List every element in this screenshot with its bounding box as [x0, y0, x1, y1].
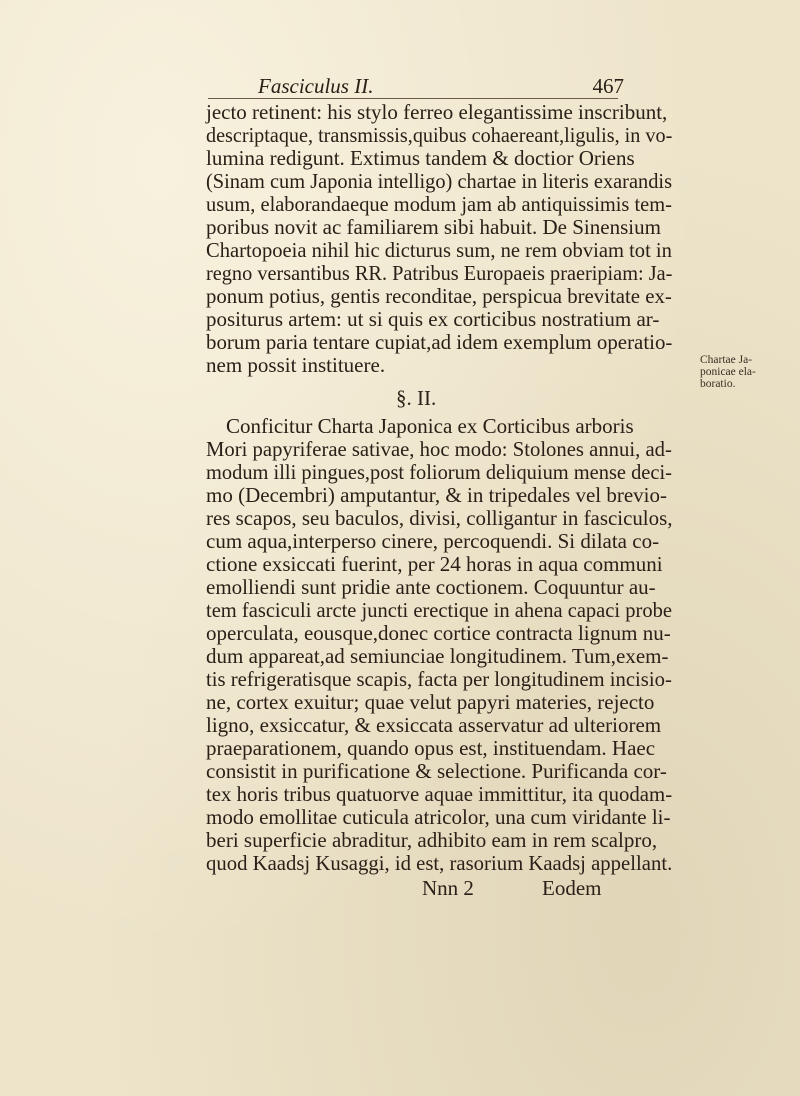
text-line: Conficitur Charta Japonica ex Corticibus arboris: [226, 414, 634, 438]
running-title: Fasciculus II.: [258, 74, 374, 98]
page-number: 467: [592, 74, 624, 98]
text-line: res scapos, seu baculos, divisi, colligantur in fasciculos,: [206, 506, 673, 530]
text-line: ligno, exsiccatur, & exsiccata asservatur ad ulteriorem: [206, 713, 662, 737]
text-line: cum aqua,interperso cinere, percoquendi. Si dilata co-: [206, 529, 660, 553]
text-line: poribus novit ac familiarem sibi habuit. De Sinensium: [206, 215, 661, 239]
text-line: usum, elaborandaeque modum jam ab antiquissimis tem-: [206, 192, 672, 216]
text-line: mo (Decembri) amputantur, & in tripedales vel brevio-: [206, 483, 668, 507]
text-line: borum paria tentare cupiat,ad idem exemplum operatio-: [206, 330, 673, 354]
text-line: dum appareat,ad semiunciae longitudinem. Tum,exem-: [206, 644, 669, 668]
text-line: lumina redigunt. Extimus tandem & doctior Oriens: [206, 146, 635, 170]
margin-note-line: ponicae ela-: [700, 366, 756, 378]
text-line: quod Kaadsj Kusaggi, id est, rasorium Kaadsj appellant.: [206, 851, 673, 875]
text-line: ctione exsiccati fuerint, per 24 horas in aqua communi: [206, 552, 663, 576]
text-line: tem fasciculi arcte juncti erectique in ahena capaci probe: [206, 598, 672, 622]
text-line: regno versantibus RR. Patribus Europaeis praeripiam: Ja-: [206, 261, 673, 285]
text-line: positurus artem: ut si quis ex corticibus nostratium ar-: [206, 307, 660, 331]
text-line: praeparationem, quando opus est, instituendam. Haec: [206, 736, 656, 760]
text-line: beri superficie abraditur, adhibito eam in rem scalpro,: [206, 828, 658, 852]
text-line: jecto retinent: his stylo ferreo elegantissime inscribunt,: [206, 100, 668, 124]
text-line: operculata, eousque,donec cortice contracta lignum nu-: [206, 621, 671, 645]
text-line: Chartopoeia nihil hic dicturus sum, ne rem obviam tot in: [206, 238, 672, 262]
text-line: consistit in purificatione & selectione. Purificanda cor-: [206, 759, 667, 783]
margin-note-line: boratio.: [700, 378, 736, 390]
text-line: modum illi pingues,post foliorum deliquium mense deci-: [206, 460, 672, 484]
text-line: tis refrigeratisque scapis, facta per longitudinem incisio-: [206, 667, 672, 691]
text-line: nem possit instituere.: [206, 353, 386, 377]
text-line: descriptaque, transmissis,quibus cohaereant,ligulis, in vo-: [206, 123, 673, 147]
text-line: Mori papyriferae sativae, hoc modo: Stolones annui, ad-: [206, 437, 672, 461]
text-line: emolliendi sunt pridie ante coctionem. Coquuntur au-: [206, 575, 656, 599]
header-rule: [208, 98, 618, 99]
margin-note-line: Chartae Ja-: [700, 354, 753, 366]
text-line: ne, cortex exuitur; quae velut papyri materies, rejecto: [206, 690, 655, 714]
section-heading: §. II.: [396, 386, 437, 410]
margin-note: [700, 354, 756, 390]
text-line: ponum potius, gentis reconditae, perspicua brevitate ex-: [206, 284, 672, 308]
text-line: tex horis tribus quatuorve aquae immittitur, ita quodam-: [206, 782, 673, 806]
signature-mark: Nnn 2: [422, 876, 474, 900]
running-header: [258, 74, 624, 98]
catchword: Eodem: [542, 876, 602, 900]
text-line: (Sinam cum Japonia intelligo) chartae in literis exarandis: [206, 169, 673, 193]
text-line: modo emollitae cuticula atricolor, una cum viridante li-: [206, 805, 671, 829]
